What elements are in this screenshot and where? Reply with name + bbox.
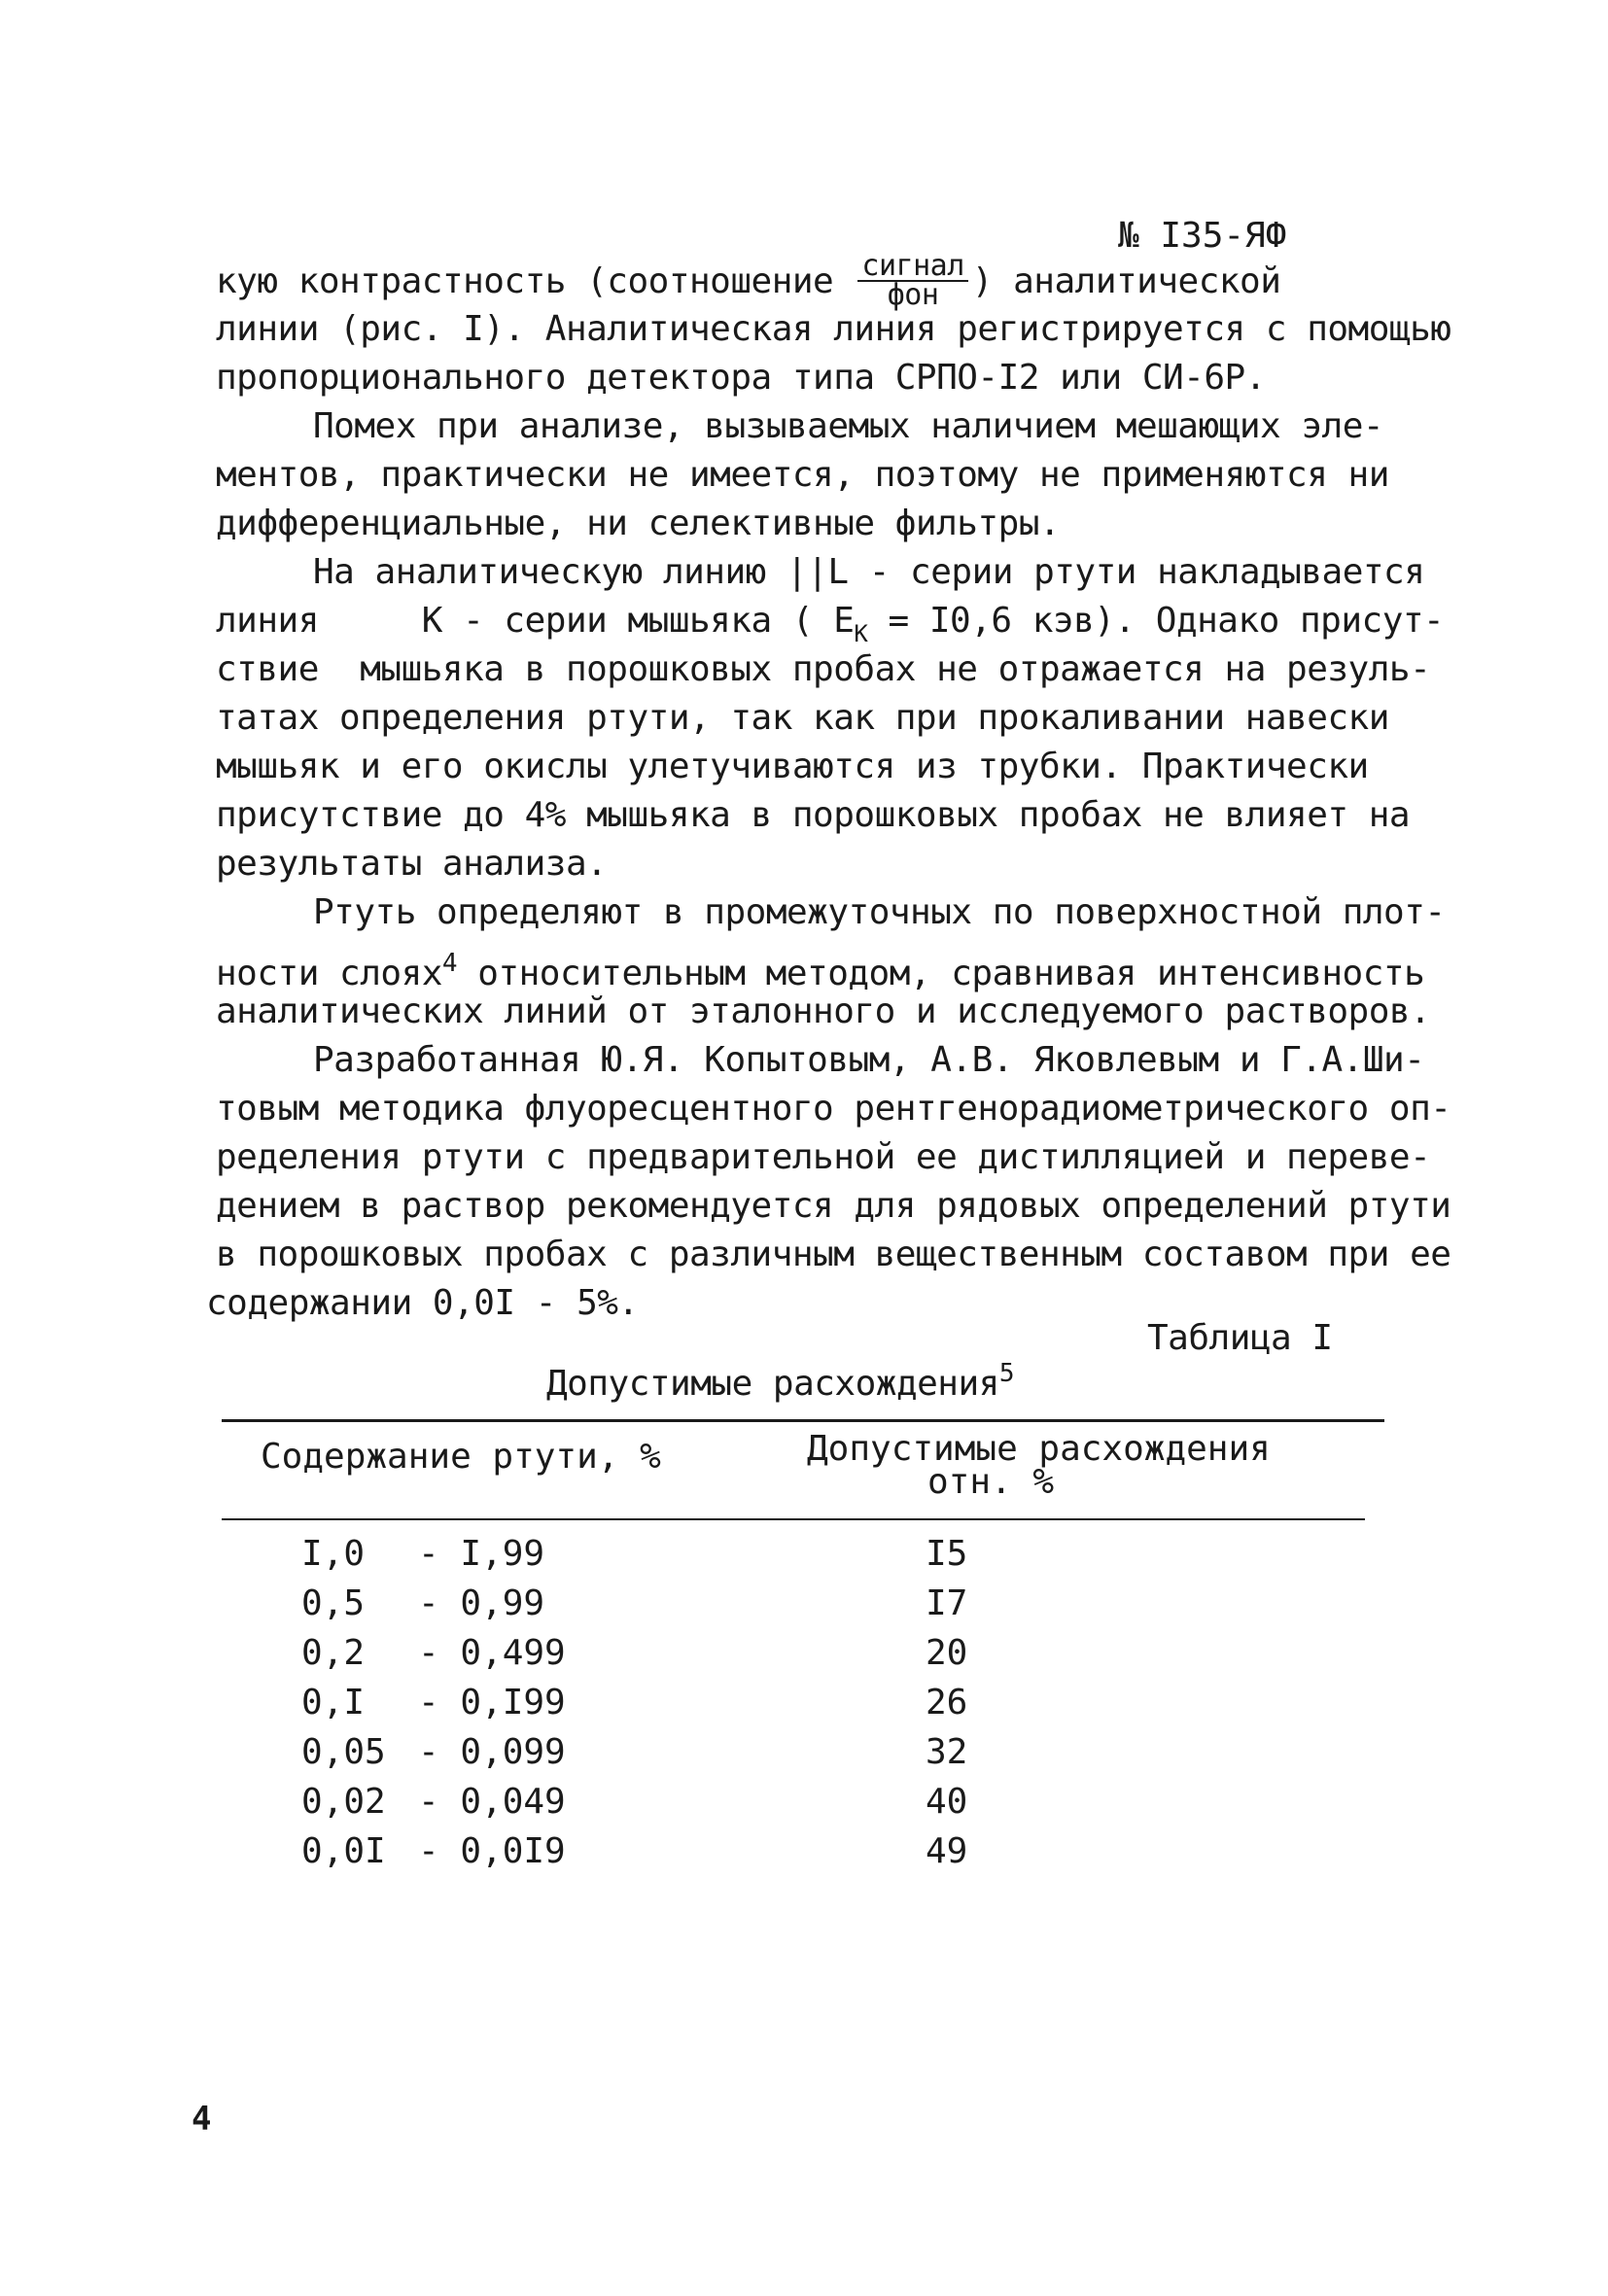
text-line: результаты анализа.: [216, 844, 608, 884]
text-line: кую контрастность (соотношение $\frac{\text{сигнал}}{\text{фон}}$ ) аналитической: [216, 249, 1281, 312]
tolerance-cell: 32: [926, 1732, 968, 1772]
range-high-cell: - 0,99: [418, 1583, 545, 1623]
table-label: Таблица I: [1147, 1318, 1333, 1358]
range-low-cell: 0,I: [301, 1683, 366, 1722]
text-line: ределения ртути с предварительной ее дистилляцией и переве-: [216, 1137, 1431, 1177]
range-high-cell: - 0,499: [418, 1633, 566, 1673]
tolerance-cell: 49: [926, 1831, 968, 1871]
tolerance-cell: I5: [926, 1534, 968, 1574]
text-line: мышьяк и его окислы улетучиваются из трубки. Практически: [216, 747, 1369, 786]
range-low-cell: 0,0I: [301, 1831, 386, 1871]
fraction: $\frac{\text{сигнал}}{\text{фон}}$: [857, 253, 967, 309]
text-line: в порошковых пробах с различным вещественным составом при ее: [216, 1235, 1451, 1274]
text-line: На аналитическую линию ||L - серии ртути накладывается: [313, 552, 1425, 592]
range-high-cell: - 0,I99: [418, 1683, 566, 1722]
text-line: содержании 0,0I - 5%.: [206, 1283, 639, 1323]
range-low-cell: 0,2: [301, 1633, 366, 1673]
text-line: дением в раствор рекомендуется для рядовых определений ртути: [216, 1186, 1451, 1226]
text-line: пропорционального детектора типа СРПО-I2 или СИ-6Р.: [216, 358, 1266, 398]
tolerance-cell: 20: [926, 1633, 968, 1673]
tolerance-cell: 26: [926, 1683, 968, 1722]
text-line: линии (рис. I). Аналитическая линия регистрируется с помощью: [216, 309, 1451, 349]
range-high-cell: - 0,0I9: [418, 1831, 566, 1871]
column-header: Содержание ртути, %: [261, 1437, 661, 1477]
table-top-rule: [222, 1419, 1384, 1422]
text-line: дифференциальные, ни селективные фильтры.: [216, 504, 1061, 543]
range-low-cell: 0,02: [301, 1782, 386, 1822]
text-line: ментов, практически не имеется, поэтому не применяются ни: [216, 455, 1389, 495]
range-high-cell: - 0,099: [418, 1732, 566, 1772]
tolerance-cell: I7: [926, 1583, 968, 1623]
column-header: Допустимые расхождения отн. %: [807, 1429, 1271, 1502]
text-line: ности слоях$^4$ относительным методом, сравнивая интенсивность: [216, 949, 1425, 993]
text-line: Разработанная Ю.Я. Копытовым, А.В. Яковлевым и Г.А.Ши-: [313, 1040, 1425, 1080]
range-high-cell: - 0,049: [418, 1782, 566, 1822]
table-header-rule: [222, 1518, 1365, 1520]
range-low-cell: 0,5: [301, 1583, 366, 1623]
text-line: товым методика флуоресцентного рентгенорадиометрического оп-: [216, 1089, 1451, 1129]
text-line: Помех при анализе, вызываемых наличием мешающих эле-: [313, 406, 1384, 446]
text-line: Ртуть определяют в промежуточных по поверхностной плот-: [313, 892, 1446, 932]
range-high-cell: - I,99: [418, 1534, 545, 1574]
text-line: ствие мышьяка в порошковых пробах не отражается на резуль-: [216, 649, 1431, 689]
document-number: № I35-ЯФ: [1118, 216, 1287, 256]
text-line: линия K - серии мышьяка ( $E_K = I0,6$ кэв). Однако присут-: [216, 601, 1445, 647]
text-line: аналитических линий от эталонного и исследуемого растворов.: [216, 991, 1431, 1031]
range-low-cell: 0,05: [301, 1732, 386, 1772]
table-title: Допустимые расхождения$^5$: [546, 1359, 1014, 1404]
text-line: присутствие до 4% мышьяка в порошковых пробах не влияет на: [216, 795, 1411, 835]
page-number: 4: [192, 2100, 212, 2139]
range-low-cell: I,0: [301, 1534, 366, 1574]
text-line: татах определения ртути, так как при прокаливании навески: [216, 698, 1389, 738]
tolerance-cell: 40: [926, 1782, 968, 1822]
